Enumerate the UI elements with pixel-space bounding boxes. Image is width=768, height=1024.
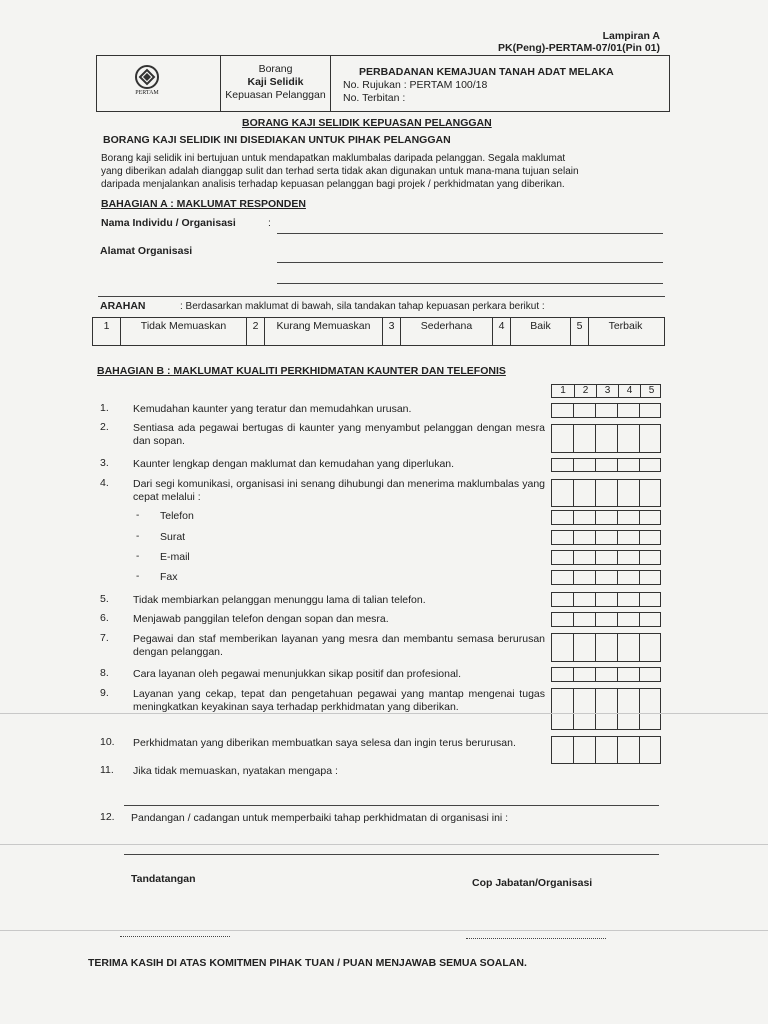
- lampiran-label: Lampiran A: [602, 30, 660, 42]
- q4a-rating-boxes[interactable]: [551, 510, 661, 525]
- rating-header-5: 5: [640, 385, 662, 397]
- q2-number: 2.: [100, 421, 109, 433]
- scale-label-3: Sederhana: [401, 318, 493, 345]
- q2-text: Sentiasa ada pegawai bertugas di kaunter yang menyambut pelanggan dengan mesra dan sopan.: [133, 422, 545, 447]
- form-title-1: Borang: [258, 63, 293, 75]
- scale-label-5: Terbaik: [608, 320, 643, 332]
- q10-number: 10.: [100, 736, 115, 748]
- q6-number: 6.: [100, 612, 109, 624]
- q12-answer-line[interactable]: [124, 854, 659, 855]
- address-field-line-1[interactable]: [277, 262, 663, 263]
- scan-fold-line: [0, 844, 768, 845]
- scan-fold-line: [0, 930, 768, 931]
- q5-rating-boxes[interactable]: [551, 592, 661, 607]
- q3-rating-boxes[interactable]: [551, 458, 661, 472]
- q5-text: Tidak membiarkan pelanggan menunggu lama di talian telefon.: [133, 594, 426, 606]
- intro-line-2: yang diberikan adalah dianggap sulit dan terhad serta tidak akan digunakan untuk mana-mana tujuan selain: [101, 166, 579, 177]
- scale-label-1: Tidak Memuaskan: [121, 318, 247, 345]
- q4b-bullet: -: [136, 531, 140, 542]
- logo-text: PERTAM: [135, 90, 159, 96]
- address-label: Alamat Organisasi: [100, 245, 193, 257]
- q4a-text: Telefon: [160, 510, 194, 522]
- scale-num-2: 2: [247, 318, 265, 345]
- q11-answer-line[interactable]: [124, 805, 659, 806]
- stamp-line[interactable]: [466, 938, 606, 939]
- q12-number: 12.: [100, 811, 115, 823]
- q4c-bullet: -: [136, 551, 140, 562]
- section-b-title: BAHAGIAN B : MAKLUMAT KUALITI PERKHIDMATAN KAUNTER DAN TELEFONIS: [97, 365, 506, 377]
- q8-text: Cara layanan oleh pegawai menunjukkan sikap positif dan profesional.: [133, 668, 462, 680]
- q4c-text: E-mail: [160, 551, 190, 563]
- q10-text: Perkhidmatan yang diberikan membuatkan saya selesa dan ingin terus berurusan.: [133, 737, 516, 749]
- q1-rating-boxes[interactable]: [551, 403, 661, 418]
- rating-header-4: 4: [618, 385, 640, 397]
- q4b-rating-boxes[interactable]: [551, 530, 661, 545]
- q8-rating-boxes[interactable]: [551, 667, 661, 682]
- q4b-text: Surat: [160, 531, 186, 543]
- section-divider: [98, 296, 665, 297]
- q4d-text: Fax: [160, 571, 178, 583]
- signature-label: Tandatangan: [131, 873, 196, 885]
- q11-number: 11.: [100, 764, 114, 776]
- q9-rating-boxes[interactable]: [551, 688, 661, 730]
- arahan-label: ARAHAN: [100, 300, 146, 312]
- q6-rating-boxes[interactable]: [551, 612, 661, 627]
- q6-text: Menjawab panggilan telefon dengan sopan dan mesra.: [133, 613, 389, 625]
- q4c-rating-boxes[interactable]: [551, 550, 661, 565]
- name-label: Nama Individu / Organisasi: [101, 217, 236, 229]
- intro-line-1: Borang kaji selidik ini bertujuan untuk mendapatkan maklumbalas daripada pelanggan. Segala maklumat: [101, 153, 566, 164]
- q4d-rating-boxes[interactable]: [551, 570, 661, 585]
- thank-you-note: TERIMA KASIH DI ATAS KOMITMEN PIHAK TUAN / PUAN MENJAWAB SEMUA SOALAN.: [88, 957, 527, 969]
- q8-number: 8.: [100, 667, 109, 679]
- q4-number: 4.: [100, 477, 109, 489]
- q12-text: Pandangan / cadangan untuk memperbaiki tahap perkhidmatan di organisasi ini :: [131, 812, 509, 824]
- address-field-line-2[interactable]: [277, 283, 663, 284]
- q7-number: 7.: [100, 632, 109, 644]
- ref-number: No. Rujukan : PERTAM 100/18: [343, 79, 488, 91]
- header-box: [96, 55, 670, 112]
- intro-paragraph: [101, 152, 661, 191]
- org-name: PERBADANAN KEMAJUAN TANAH ADAT MELAKA: [359, 66, 614, 78]
- main-title: BORANG KAJI SELIDIK KEPUASAN PELANGGAN: [242, 117, 492, 129]
- signature-line[interactable]: [120, 936, 230, 937]
- q9-number: 9.: [100, 687, 109, 699]
- q4-text: Dari segi komunikasi, organisasi ini senang dihubungi dan menerima maklumbalas yang cepat melalui :: [133, 478, 545, 503]
- scan-fold-line: [0, 713, 768, 714]
- q1-text: Kemudahan kaunter yang teratur dan memudahkan urusan.: [133, 403, 412, 415]
- q4d-bullet: -: [136, 571, 140, 582]
- arahan-text: : Berdasarkan maklumat di bawah, sila tandakan tahap kepuasan perkara berikut :: [180, 301, 545, 312]
- q7-text: Pegawai dan staf memberikan layanan yang mesra dan membantu semasa berurusan dengan pelanggan.: [133, 633, 545, 658]
- q3-number: 3.: [100, 457, 109, 469]
- form-code: PK(Peng)-PERTAM-07/01(Pin 01): [498, 42, 660, 54]
- q1-number: 1.: [100, 402, 109, 414]
- q7-rating-boxes[interactable]: [551, 633, 661, 662]
- rating-scale-table: [92, 317, 665, 346]
- q2-rating-boxes[interactable]: [551, 424, 661, 453]
- q10-rating-boxes[interactable]: [551, 736, 661, 764]
- q3-text: Kaunter lengkap dengan maklumat dan kemudahan yang diperlukan.: [133, 458, 455, 470]
- scale-num-3: 3: [383, 318, 401, 345]
- form-title-2: Kaji Selidik: [247, 76, 304, 88]
- logo-cell: [97, 56, 221, 111]
- q4-rating-boxes[interactable]: [551, 479, 661, 507]
- section-a-title: BAHAGIAN A : MAKLUMAT RESPONDEN: [101, 198, 306, 210]
- stamp-label: Cop Jabatan/Organisasi: [472, 877, 593, 889]
- rating-header-3: 3: [596, 385, 618, 397]
- form-title-3: Kepuasan Pelanggan: [225, 89, 326, 101]
- rating-header-1: 1: [560, 385, 566, 396]
- q5-number: 5.: [100, 593, 109, 605]
- scale-label-2: Kurang Memuaskan: [265, 318, 383, 345]
- name-colon: :: [268, 217, 271, 229]
- q11-text: Jika tidak memuaskan, nyatakan mengapa :: [133, 765, 338, 777]
- rating-header-row: [551, 384, 661, 398]
- subtitle: BORANG KAJI SELIDIK INI DISEDIAKAN UNTUK PIHAK PELANGGAN: [103, 134, 451, 146]
- scale-num-5: 5: [571, 318, 589, 345]
- name-field[interactable]: [277, 233, 663, 234]
- intro-line-3: daripada menjalankan analisis terhadap kepuasan pelanggan bagi projek / perkhidmatan yang diberikan.: [101, 179, 565, 190]
- rating-header-2: 2: [574, 385, 596, 397]
- issue-number: No. Terbitan :: [343, 92, 406, 104]
- q9-text: Layanan yang cekap, tepat dan pengetahuan pegawai yang mantap mengenai tugas meningkatkan keyakinan saya terhadap perkhidmatan yang diberikan.: [133, 688, 545, 713]
- scale-label-4: Baik: [511, 318, 571, 345]
- q4a-bullet: -: [136, 510, 140, 521]
- scale-num-1: 1: [93, 318, 121, 345]
- scale-num-4: 4: [493, 318, 511, 345]
- form-title-cell: [221, 56, 331, 111]
